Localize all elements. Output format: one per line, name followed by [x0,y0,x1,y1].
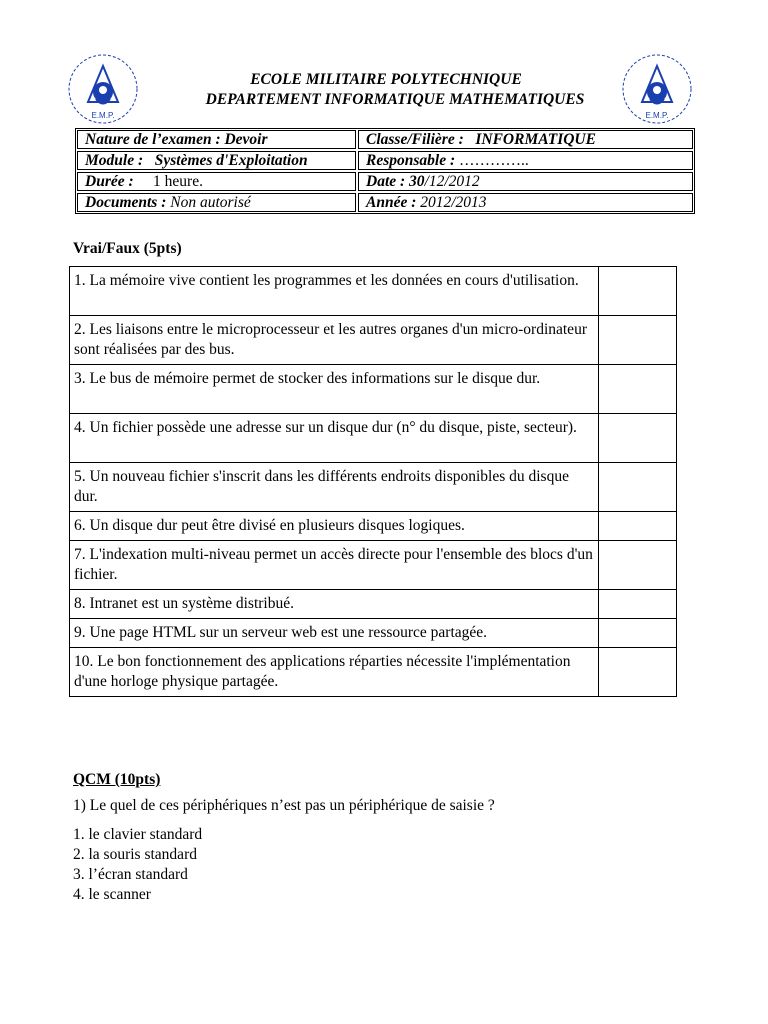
question-cell: 10. Le bon fonctionnement des applications réparties nécessite l'implémentation d'une horloge physique partagée. [70,648,599,697]
question-cell: 7. L'indexation multi-niveau permet un accès directe pour l'ensemble des blocs d'un fichier. [70,541,599,590]
date-rest: /12/2012 [424,173,480,190]
qcm-title: QCM (10pts) [73,771,161,788]
info-row [77,151,693,170]
table-row [70,414,677,463]
exam-info-table [75,128,695,214]
question-cell: 5. Un nouveau fichier s'inscrit dans les différents endroits disponibles du disque dur. [70,463,599,512]
classe-cell [358,130,693,149]
department-name: DEPARTEMENT INFORMATIQUE MATHEMATIQUES [205,91,585,108]
question-cell: 8. Intranet est un système distribué. [70,590,599,619]
table-row [70,267,677,316]
answer-cell[interactable] [598,648,676,697]
nature-label: Nature de l’examen : Devoir [85,131,268,148]
documents-label: Documents : [85,194,167,211]
documents-cell [77,193,356,212]
answer-cell[interactable] [598,267,676,316]
nature-cell [77,130,356,149]
answer-cell[interactable] [598,365,676,414]
qcm-option: 3. l’écran standard [73,866,188,883]
table-row [70,463,677,512]
responsable-cell [358,151,693,170]
classe-value: INFORMATIQUE [475,131,596,148]
date-cell [358,172,693,191]
true-false-title: Vrai/Faux (5pts) [73,240,182,257]
annee-value: 2012/2013 [420,194,487,211]
true-false-table [69,266,677,697]
qcm-option: 2. la souris standard [73,846,197,863]
school-name: ECOLE MILITAIRE POLYTECHNIQUE [250,71,522,88]
answer-cell[interactable] [598,463,676,512]
info-row [77,130,693,149]
logo-right-label: E.M.P. [645,111,669,120]
responsable-value: ………….. [459,152,529,169]
question-cell: 2. Les liaisons entre le microprocesseur et les autres organes d'un micro-ordinateur sont réalisées par des bus. [70,316,599,365]
answer-cell[interactable] [598,619,676,648]
question-cell: 1. La mémoire vive contient les programmes et les données en cours d'utilisation. [70,267,599,316]
school-header [0,70,768,110]
date-label: Date : [366,173,406,190]
table-row [70,316,677,365]
question-cell: 3. Le bus de mémoire permet de stocker des informations sur le disque dur. [70,365,599,414]
date-day: 30 [409,173,425,190]
question-cell: 6. Un disque dur peut être divisé en plusieurs disques logiques. [70,512,599,541]
annee-cell [358,193,693,212]
info-row [77,172,693,191]
module-value: Systèmes d'Exploitation [154,152,308,169]
answer-cell[interactable] [598,316,676,365]
table-row [70,648,677,697]
qcm-options [73,825,202,905]
responsable-label: Responsable : [366,152,456,169]
info-row [77,193,693,212]
module-cell [77,151,356,170]
answer-cell[interactable] [598,590,676,619]
qcm-option: 4. le scanner [73,886,151,903]
answer-cell[interactable] [598,541,676,590]
table-row [70,512,677,541]
annee-label: Année : [366,194,417,211]
duree-label: Durée : [85,173,134,190]
table-row [70,590,677,619]
logo-left-label: E.M.P. [91,111,115,120]
question-cell: 4. Un fichier possède une adresse sur un disque dur (n° du disque, piste, secteur). [70,414,599,463]
module-label: Module : [85,152,144,169]
table-row [70,365,677,414]
documents-value: Non autorisé [170,194,251,211]
table-row [70,619,677,648]
answer-cell[interactable] [598,414,676,463]
duree-cell [77,172,356,191]
qcm-question: 1) Le quel de ces périphériques n’est pas un périphérique de saisie ? [73,797,495,814]
qcm-option: 1. le clavier standard [73,826,203,843]
duree-value: 1 heure. [153,173,203,190]
answer-cell[interactable] [598,512,676,541]
table-row [70,541,677,590]
question-cell: 9. Une page HTML sur un serveur web est une ressource partagée. [70,619,599,648]
classe-label: Classe/Filière : [366,131,464,148]
